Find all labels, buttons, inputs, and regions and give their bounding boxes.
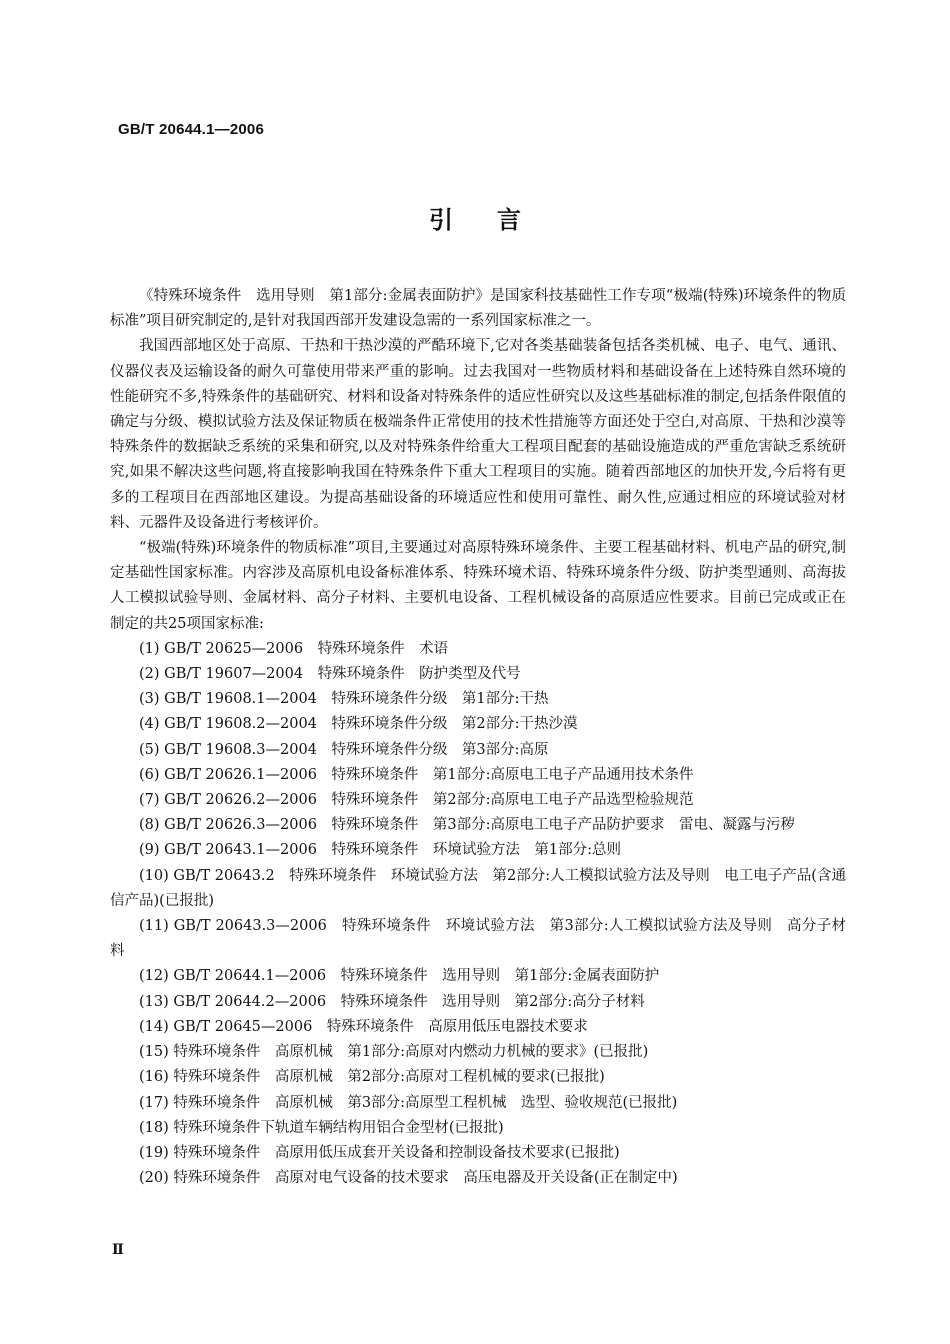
list-item: (1) GB/T 20625—2006 特殊环境条件 术语 (139, 640, 449, 657)
list-item: (7) GB/T 20626.2—2006 特殊环境条件 第2部分:高原电工电子产品选型检验规范 (139, 792, 694, 809)
list-item: (4) GB/T 19608.2—2004 特殊环境条件分级 第2部分:干热沙漠 (139, 716, 578, 733)
list-item: (19) 特殊环境条件 高原用低压成套开关设备和控制设备技术要求(已报批) (139, 1144, 620, 1161)
list-item: (11) GB/T 20643.3—2006 特殊环境条件 环境试验方法 第3部分:人工模拟试验方法及导则 高分子材料 (110, 918, 846, 960)
list-item: (15) 特殊环境条件 高原机械 第1部分:高原对内燃动力机械的要求》(已报批) (139, 1044, 649, 1061)
standard-code-header: GB/T 20644.1—2006 (118, 121, 264, 138)
page-number: Ⅱ (112, 1242, 124, 1258)
list-item: (9) GB/T 20643.1—2006 特殊环境条件 环境试验方法 第1部分:总则 (139, 842, 622, 859)
section-title: 引言 (429, 206, 565, 234)
list-item: (6) GB/T 20626.1—2006 特殊环境条件 第1部分:高原电工电子产品通用技术条件 (139, 766, 694, 783)
list-item: (3) GB/T 19608.1—2004 特殊环境条件分级 第1部分:干热 (139, 691, 549, 708)
list-item: (13) GB/T 20644.2—2006 特殊环境条件 选用导则 第2部分:高分子材料 (139, 993, 645, 1010)
document-body (110, 284, 846, 1191)
list-item: (8) GB/T 20626.3—2006 特殊环境条件 第3部分:高原电工电子产品防护要求 雷电、凝露与污秽 (139, 817, 796, 834)
list-item: (12) GB/T 20644.1—2006 特殊环境条件 选用导则 第1部分:金属表面防护 (139, 968, 660, 985)
list-item: (14) GB/T 20645—2006 特殊环境条件 高原用低压电器技术要求 (139, 1018, 588, 1035)
list-item: (17) 特殊环境条件 高原机械 第3部分:高原型工程机械 选型、验收规范(已报批) (139, 1094, 678, 1111)
paragraph-project: “极端(特殊)环境条件的物质标准”项目,主要通过对高原特殊环境条件、主要工程基础材料、机电产品的研究,制定基础性国家标准。内容涉及高原机电设备标准体系、特殊环境术语、特殊环境条件分级、防护类型通则、高海拔人工模拟试验导则、金属材料、高分子材料、主要机电设备、工程机械设备的高原适应性要求。目前已完成或正在制定的共25项国家标准: (110, 540, 846, 632)
list-item: (5) GB/T 19608.3—2004 特殊环境条件分级 第3部分:高原 (139, 741, 549, 758)
list-item: (18) 特殊环境条件下轨道车辆结构用铝合金型材(已报批) (139, 1119, 504, 1136)
list-item: (16) 特殊环境条件 高原机械 第2部分:高原对工程机械的要求(已报批) (139, 1069, 605, 1086)
list-item: (10) GB/T 20643.2 特殊环境条件 环境试验方法 第2部分:人工模拟试验方法及导则 电工电子产品(含通信产品)(已报批) (110, 867, 846, 909)
paragraph-intro: 《特殊环境条件 选用导则 第1部分:金属表面防护》是国家科技基础性工作专项“极端(特殊)环境条件的物质标准”项目研究制定的,是针对我国西部开发建设急需的一系列国家标准之一。 (110, 288, 846, 330)
list-item: (20) 特殊环境条件 高原对电气设备的技术要求 高压电器及开关设备(正在制定中) (139, 1170, 678, 1187)
paragraph-background: 我国西部地区处于高原、干热和干热沙漠的严酷环境下,它对各类基础装备包括各类机械、电子、电气、通讯、仪器仪表及运输设备的耐久可靠使用带来严重的影响。过去我国对一些物质材料和基础设备在上述特殊自然环境的性能研究不多,特殊条件的基础研究、材料和设备对特殊条件的适应性研究以及这些基础标准的制定,包括条件限值的确定与分级、模拟试验方法及保证物质在极端条件正常使用的技术性措施等方面还处于空白,对高原、干热和沙漠等特殊条件的数据缺乏系统的采集和研究,以及对特殊条件给重大工程项目配套的基础设施造成的严重危害缺乏系统研究,如果不解决这些问题,将直接影响我国在特殊条件下重大工程项目的实施。随着西部地区的加快开发,今后将有更多的工程项目在西部地区建设。为提高基础设备的环境适应性和使用可靠性、耐久性,应通过相应的环境试验对材料、元器件及设备进行考核评价。 (110, 338, 846, 531)
list-item: (2) GB/T 19607—2004 特殊环境条件 防护类型及代号 (139, 666, 521, 683)
